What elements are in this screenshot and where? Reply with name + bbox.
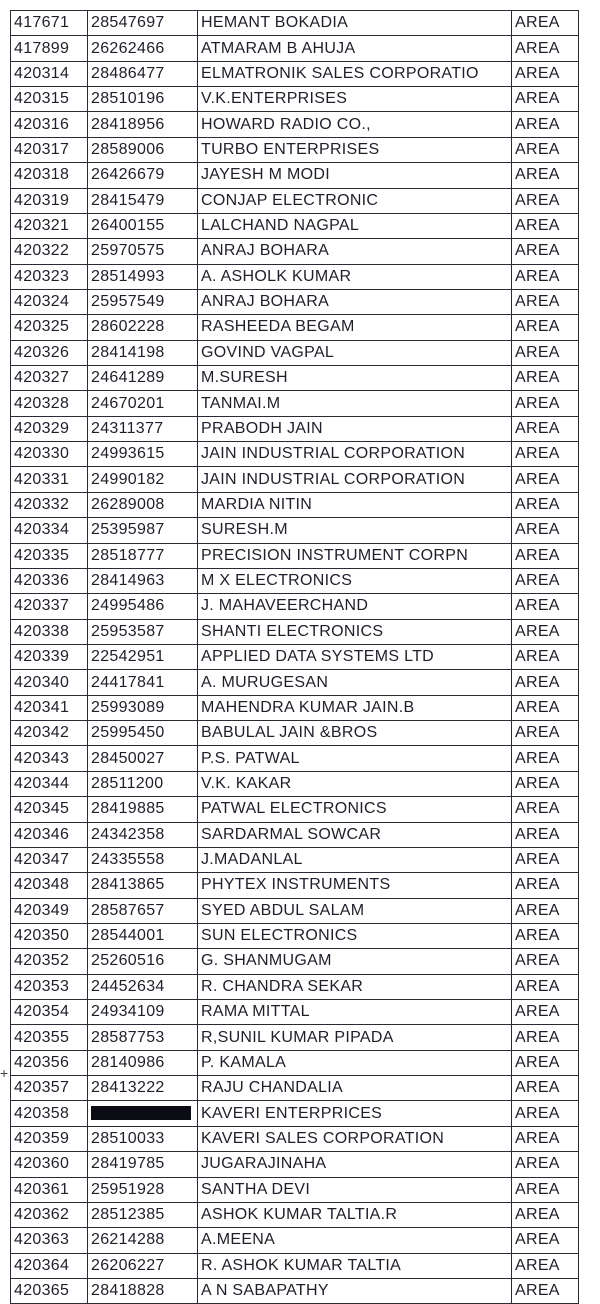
- cell-name: A. MURUGESAN: [198, 670, 512, 695]
- table-row: [11, 1126, 579, 1151]
- table-row: [11, 797, 579, 822]
- cell-id: 417899: [11, 36, 88, 61]
- cell-name: SURESH.M: [198, 518, 512, 543]
- table-row: [11, 315, 579, 340]
- cell-area: AREA: [512, 873, 579, 898]
- cell-phone: 24990182: [88, 467, 198, 492]
- table-row: [11, 1177, 579, 1202]
- cell-id: 420336: [11, 568, 88, 593]
- cell-name: LALCHAND NAGPAL: [198, 213, 512, 238]
- cell-name: SUN ELECTRONICS: [198, 923, 512, 948]
- cell-area: AREA: [512, 1228, 579, 1253]
- redaction-box: [91, 1106, 191, 1120]
- table-row: [11, 746, 579, 771]
- cell-id: 420337: [11, 594, 88, 619]
- cell-id: 420347: [11, 847, 88, 872]
- table-row: [11, 492, 579, 517]
- cell-phone: 24335558: [88, 847, 198, 872]
- cell-area: AREA: [512, 492, 579, 517]
- cell-id: 420316: [11, 112, 88, 137]
- cell-name: ANRAJ BOHARA: [198, 289, 512, 314]
- cell-area: AREA: [512, 594, 579, 619]
- cell-id: 420363: [11, 1228, 88, 1253]
- table-row: [11, 188, 579, 213]
- cell-name: MARDIA NITIN: [198, 492, 512, 517]
- cell-name: RAJU CHANDALIA: [198, 1076, 512, 1101]
- cell-name: SANTHA DEVI: [198, 1177, 512, 1202]
- cell-phone: 25395987: [88, 518, 198, 543]
- cell-name: GOVIND VAGPAL: [198, 340, 512, 365]
- cell-id: 420341: [11, 695, 88, 720]
- cell-id: 420329: [11, 416, 88, 441]
- table-row: [11, 1101, 579, 1126]
- cell-area: AREA: [512, 264, 579, 289]
- cell-id: 420327: [11, 366, 88, 391]
- cell-area: AREA: [512, 1202, 579, 1227]
- table-row: [11, 949, 579, 974]
- table-row: [11, 213, 579, 238]
- cell-name: R. CHANDRA SEKAR: [198, 974, 512, 999]
- cell-phone: 28140986: [88, 1050, 198, 1075]
- cell-id: 420348: [11, 873, 88, 898]
- cell-id: 420315: [11, 87, 88, 112]
- cell-name: SYED ABDUL SALAM: [198, 898, 512, 923]
- cell-id: 420330: [11, 442, 88, 467]
- cell-id: 420314: [11, 61, 88, 86]
- table-row: [11, 923, 579, 948]
- cell-name: SARDARMAL SOWCAR: [198, 822, 512, 847]
- cell-phone: 24311377: [88, 416, 198, 441]
- cell-id: 420332: [11, 492, 88, 517]
- cell-name: JUGARAJINAHA: [198, 1152, 512, 1177]
- cell-phone: 28587753: [88, 1025, 198, 1050]
- cell-name: ANRAJ BOHARA: [198, 239, 512, 264]
- cell-area: AREA: [512, 974, 579, 999]
- cell-phone: 24417841: [88, 670, 198, 695]
- cell-area: AREA: [512, 1101, 579, 1126]
- table-row: [11, 898, 579, 923]
- cell-id: 420340: [11, 670, 88, 695]
- cell-area: AREA: [512, 289, 579, 314]
- cell-phone: 25993089: [88, 695, 198, 720]
- table-row: [11, 1278, 579, 1303]
- table-row: [11, 137, 579, 162]
- cell-name: PRECISION INSTRUMENT CORPN: [198, 543, 512, 568]
- cell-area: AREA: [512, 188, 579, 213]
- cell-phone: 28450027: [88, 746, 198, 771]
- cell-name: CONJAP ELECTRONIC: [198, 188, 512, 213]
- cell-phone: 28512385: [88, 1202, 198, 1227]
- cell-area: AREA: [512, 442, 579, 467]
- cell-area: AREA: [512, 163, 579, 188]
- cell-phone: 24995486: [88, 594, 198, 619]
- cell-name: M X ELECTRONICS: [198, 568, 512, 593]
- cell-id: 420334: [11, 518, 88, 543]
- cell-phone: 28419885: [88, 797, 198, 822]
- cell-id: 420325: [11, 315, 88, 340]
- cell-area: AREA: [512, 695, 579, 720]
- cell-name: P. KAMALA: [198, 1050, 512, 1075]
- cell-name: PHYTEX INSTRUMENTS: [198, 873, 512, 898]
- cell-phone: 25953587: [88, 619, 198, 644]
- cell-area: AREA: [512, 391, 579, 416]
- cell-area: AREA: [512, 619, 579, 644]
- table-row: [11, 721, 579, 746]
- cell-phone: 28547697: [88, 11, 198, 36]
- cell-area: AREA: [512, 568, 579, 593]
- table-row: [11, 163, 579, 188]
- cell-phone: 28418956: [88, 112, 198, 137]
- cell-id: 420319: [11, 188, 88, 213]
- cell-id: 420355: [11, 1025, 88, 1050]
- cell-id: 420322: [11, 239, 88, 264]
- table-row: [11, 416, 579, 441]
- cell-name: PRABODH JAIN: [198, 416, 512, 441]
- cell-name: HEMANT BOKADIA: [198, 11, 512, 36]
- cell-name: ATMARAM B AHUJA: [198, 36, 512, 61]
- table-row: [11, 442, 579, 467]
- cell-id: 420326: [11, 340, 88, 365]
- cell-name: MAHENDRA KUMAR JAIN.B: [198, 695, 512, 720]
- table-row: [11, 518, 579, 543]
- table-row: [11, 771, 579, 796]
- cell-area: AREA: [512, 1050, 579, 1075]
- cell-id: 420328: [11, 391, 88, 416]
- cell-id: 420338: [11, 619, 88, 644]
- cell-name: HOWARD RADIO CO.,: [198, 112, 512, 137]
- cell-area: AREA: [512, 239, 579, 264]
- table-row: [11, 391, 579, 416]
- cell-area: AREA: [512, 1000, 579, 1025]
- listing-rows: [11, 11, 579, 1304]
- cell-phone: 28514993: [88, 264, 198, 289]
- table-row: [11, 1076, 579, 1101]
- cell-phone: 24934109: [88, 1000, 198, 1025]
- cell-area: AREA: [512, 315, 579, 340]
- table-row: [11, 543, 579, 568]
- cell-area: AREA: [512, 11, 579, 36]
- table-row: [11, 289, 579, 314]
- table-row: [11, 873, 579, 898]
- cell-area: AREA: [512, 36, 579, 61]
- table-row: [11, 112, 579, 137]
- cell-id: 420343: [11, 746, 88, 771]
- cell-phone: 26426679: [88, 163, 198, 188]
- table-row: [11, 974, 579, 999]
- cell-phone: 28413865: [88, 873, 198, 898]
- table-row: [11, 847, 579, 872]
- table-row: [11, 61, 579, 86]
- cell-phone: 28418828: [88, 1278, 198, 1303]
- cell-name: SHANTI ELECTRONICS: [198, 619, 512, 644]
- cell-phone: 28587657: [88, 898, 198, 923]
- cell-area: AREA: [512, 670, 579, 695]
- cell-name: P.S. PATWAL: [198, 746, 512, 771]
- cell-phone: 28486477: [88, 61, 198, 86]
- cell-area: AREA: [512, 213, 579, 238]
- cell-name: KAVERI ENTERPRICES: [198, 1101, 512, 1126]
- cell-phone: 26262466: [88, 36, 198, 61]
- cell-area: AREA: [512, 518, 579, 543]
- table-row: [11, 239, 579, 264]
- cell-name: TURBO ENTERPRISES: [198, 137, 512, 162]
- cell-phone: 24452634: [88, 974, 198, 999]
- cell-phone: 25995450: [88, 721, 198, 746]
- cell-id: 420335: [11, 543, 88, 568]
- cell-phone: 26206227: [88, 1253, 198, 1278]
- cell-phone: 25951928: [88, 1177, 198, 1202]
- cell-id: 420346: [11, 822, 88, 847]
- cell-id: 420349: [11, 898, 88, 923]
- cell-phone: 24641289: [88, 366, 198, 391]
- cell-phone: 28544001: [88, 923, 198, 948]
- table-row: [11, 366, 579, 391]
- cell-id: 420365: [11, 1278, 88, 1303]
- cell-name: RASHEEDA BEGAM: [198, 315, 512, 340]
- cell-phone: 28518777: [88, 543, 198, 568]
- cell-id: 420352: [11, 949, 88, 974]
- cell-area: AREA: [512, 721, 579, 746]
- table-row: [11, 1228, 579, 1253]
- cell-id: 420323: [11, 264, 88, 289]
- cell-phone: 28510196: [88, 87, 198, 112]
- cell-name: G. SHANMUGAM: [198, 949, 512, 974]
- table-row: [11, 1202, 579, 1227]
- cell-name: PATWAL ELECTRONICS: [198, 797, 512, 822]
- cell-phone: 28413222: [88, 1076, 198, 1101]
- cell-id: 420357: [11, 1076, 88, 1101]
- cell-area: AREA: [512, 949, 579, 974]
- cell-name: APPLIED DATA SYSTEMS LTD: [198, 644, 512, 669]
- cell-name: RAMA MITTAL: [198, 1000, 512, 1025]
- cell-area: AREA: [512, 898, 579, 923]
- cell-phone: 26214288: [88, 1228, 198, 1253]
- cell-area: AREA: [512, 1152, 579, 1177]
- cell-name: A. ASHOLK KUMAR: [198, 264, 512, 289]
- cell-name: JAIN INDUSTRIAL CORPORATION: [198, 442, 512, 467]
- cell-id: 420361: [11, 1177, 88, 1202]
- cell-area: AREA: [512, 137, 579, 162]
- cell-phone: 26400155: [88, 213, 198, 238]
- cell-name: A.MEENA: [198, 1228, 512, 1253]
- table-row: [11, 264, 579, 289]
- table-row: [11, 11, 579, 36]
- cell-area: AREA: [512, 467, 579, 492]
- cell-name: KAVERI SALES CORPORATION: [198, 1126, 512, 1151]
- cell-id: 420360: [11, 1152, 88, 1177]
- cell-id: 420353: [11, 974, 88, 999]
- cell-phone: 26289008: [88, 492, 198, 517]
- cell-area: AREA: [512, 87, 579, 112]
- cell-name: R,SUNIL KUMAR PIPADA: [198, 1025, 512, 1050]
- cell-phone: 25260516: [88, 949, 198, 974]
- cell-area: AREA: [512, 112, 579, 137]
- cell-id: 420358: [11, 1101, 88, 1126]
- cell-name: BABULAL JAIN &BROS: [198, 721, 512, 746]
- cell-phone: 25970575: [88, 239, 198, 264]
- cell-area: AREA: [512, 1177, 579, 1202]
- table-row: [11, 822, 579, 847]
- cell-name: J. MAHAVEERCHAND: [198, 594, 512, 619]
- cell-id: 420345: [11, 797, 88, 822]
- table-row: [11, 1152, 579, 1177]
- cell-id: 420359: [11, 1126, 88, 1151]
- cell-id: 420318: [11, 163, 88, 188]
- cell-id: 420321: [11, 213, 88, 238]
- cell-phone: 28415479: [88, 188, 198, 213]
- cell-area: AREA: [512, 644, 579, 669]
- cell-name: ASHOK KUMAR TALTIA.R: [198, 1202, 512, 1227]
- cell-area: AREA: [512, 1253, 579, 1278]
- cell-name: ELMATRONIK SALES CORPORATIO: [198, 61, 512, 86]
- cell-area: AREA: [512, 847, 579, 872]
- cell-id: 420344: [11, 771, 88, 796]
- cell-phone: 28419785: [88, 1152, 198, 1177]
- cell-area: AREA: [512, 543, 579, 568]
- cell-name: M.SURESH: [198, 366, 512, 391]
- cell-name: TANMAI.M: [198, 391, 512, 416]
- cell-id: 420342: [11, 721, 88, 746]
- cell-id: 420362: [11, 1202, 88, 1227]
- cell-area: AREA: [512, 1076, 579, 1101]
- margin-mark: +: [0, 1065, 9, 1081]
- cell-name: V.K.ENTERPRISES: [198, 87, 512, 112]
- table-row: [11, 467, 579, 492]
- table-row: [11, 644, 579, 669]
- listing-table: [10, 10, 579, 1304]
- cell-name: R. ASHOK KUMAR TALTIA: [198, 1253, 512, 1278]
- table-row: [11, 1000, 579, 1025]
- cell-id: 417671: [11, 11, 88, 36]
- cell-phone: 28510033: [88, 1126, 198, 1151]
- cell-area: AREA: [512, 923, 579, 948]
- table-row: [11, 670, 579, 695]
- cell-id: 420364: [11, 1253, 88, 1278]
- cell-id: 420324: [11, 289, 88, 314]
- cell-id: 420331: [11, 467, 88, 492]
- table-row: [11, 1253, 579, 1278]
- cell-name: V.K. KAKAR: [198, 771, 512, 796]
- cell-area: AREA: [512, 797, 579, 822]
- cell-area: AREA: [512, 1278, 579, 1303]
- table-row: [11, 594, 579, 619]
- cell-name: JAIN INDUSTRIAL CORPORATION: [198, 467, 512, 492]
- cell-phone: 28589006: [88, 137, 198, 162]
- cell-area: AREA: [512, 746, 579, 771]
- cell-id: 420356: [11, 1050, 88, 1075]
- cell-area: AREA: [512, 822, 579, 847]
- table-row: [11, 1050, 579, 1075]
- cell-phone: 22542951: [88, 644, 198, 669]
- table-row: [11, 568, 579, 593]
- cell-id: 420350: [11, 923, 88, 948]
- cell-area: AREA: [512, 340, 579, 365]
- cell-phone: 25957549: [88, 289, 198, 314]
- cell-area: AREA: [512, 1126, 579, 1151]
- table-row: [11, 36, 579, 61]
- cell-id: 420339: [11, 644, 88, 669]
- table-row: [11, 619, 579, 644]
- table-row: [11, 1025, 579, 1050]
- cell-name: J.MADANLAL: [198, 847, 512, 872]
- cell-phone: 24670201: [88, 391, 198, 416]
- table-row: [11, 695, 579, 720]
- cell-id: 420317: [11, 137, 88, 162]
- cell-phone: [88, 1101, 198, 1126]
- cell-phone: 24342358: [88, 822, 198, 847]
- cell-area: AREA: [512, 366, 579, 391]
- cell-area: AREA: [512, 61, 579, 86]
- cell-area: AREA: [512, 771, 579, 796]
- cell-phone: 28414963: [88, 568, 198, 593]
- cell-name: A N SABAPATHY: [198, 1278, 512, 1303]
- cell-phone: 28602228: [88, 315, 198, 340]
- table-row: [11, 340, 579, 365]
- cell-phone: 28511200: [88, 771, 198, 796]
- cell-phone: 28414198: [88, 340, 198, 365]
- cell-id: 420354: [11, 1000, 88, 1025]
- cell-area: AREA: [512, 416, 579, 441]
- cell-name: JAYESH M MODI: [198, 163, 512, 188]
- cell-phone: 24993615: [88, 442, 198, 467]
- table-row: [11, 87, 579, 112]
- cell-area: AREA: [512, 1025, 579, 1050]
